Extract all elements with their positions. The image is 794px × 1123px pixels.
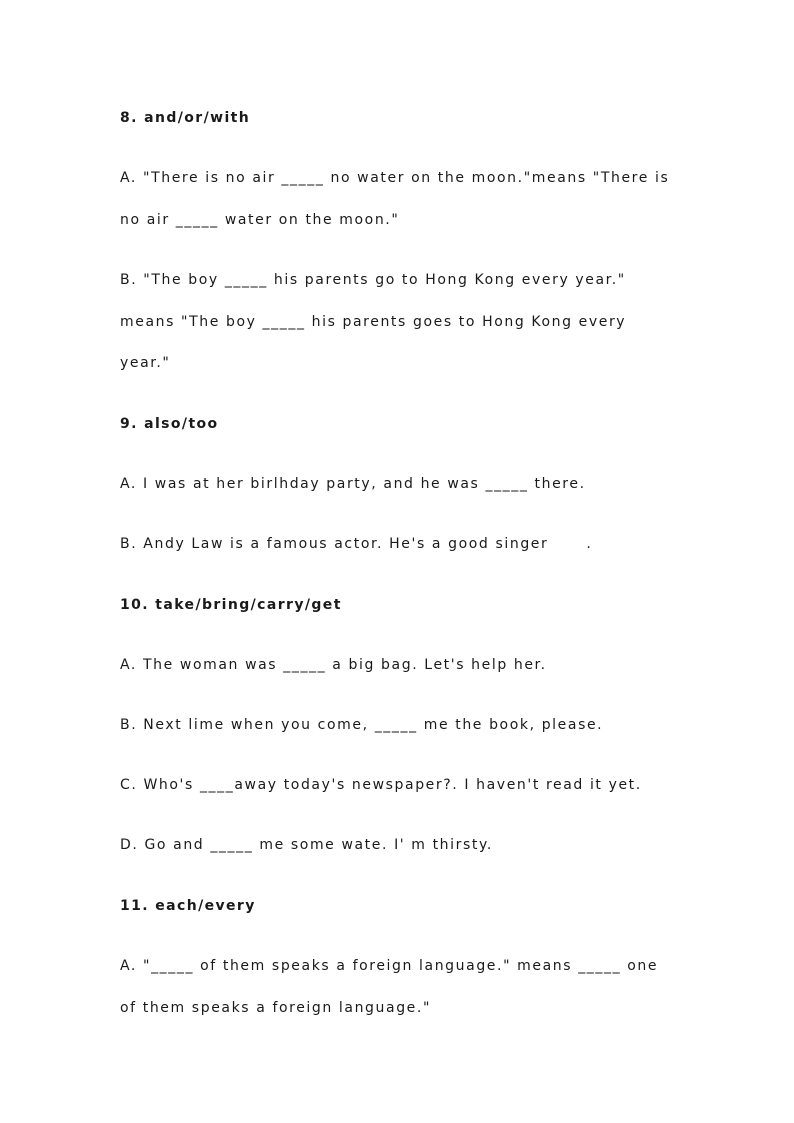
question-11a-line-1: A. "_____ of them speaks a foreign language." means _____ one <box>120 958 659 974</box>
section-heading-10: 10. take/bring/carry/get <box>120 597 342 613</box>
section-heading-9: 9. also/too <box>120 416 219 432</box>
section-heading-8: 8. and/or/with <box>120 110 251 126</box>
question-10b: B. Next lime when you come, _____ me the book, please. <box>120 717 604 733</box>
question-11a-line-2: of them speaks a foreign language." <box>120 1000 431 1016</box>
question-8a-line-1: A. "There is no air _____ no water on the moon."means "There is <box>120 170 670 186</box>
question-10c: C. Who's ____away today's newspaper?. I haven't read it yet. <box>120 777 642 793</box>
question-10d: D. Go and _____ me some wate. I' m thirsty. <box>120 837 493 853</box>
question-10a: A. The woman was _____ a big bag. Let's help her. <box>120 657 547 673</box>
question-8b-line-2: means "The boy _____ his parents goes to Hong Kong every <box>120 314 627 330</box>
question-8b-line-3: year." <box>120 355 171 371</box>
question-8b-line-1: B. "The boy _____ his parents go to Hong Kong every year." <box>120 272 626 288</box>
question-9a: A. I was at her birlhday party, and he was _____ there. <box>120 476 586 492</box>
question-9b-period: . <box>586 536 593 552</box>
section-heading-11: 11. each/every <box>120 898 256 914</box>
question-9b-text: B. Andy Law is a famous actor. He's a good singer <box>120 536 549 552</box>
question-9b <box>120 535 592 553</box>
question-8a-line-2: no air _____ water on the moon." <box>120 212 400 228</box>
